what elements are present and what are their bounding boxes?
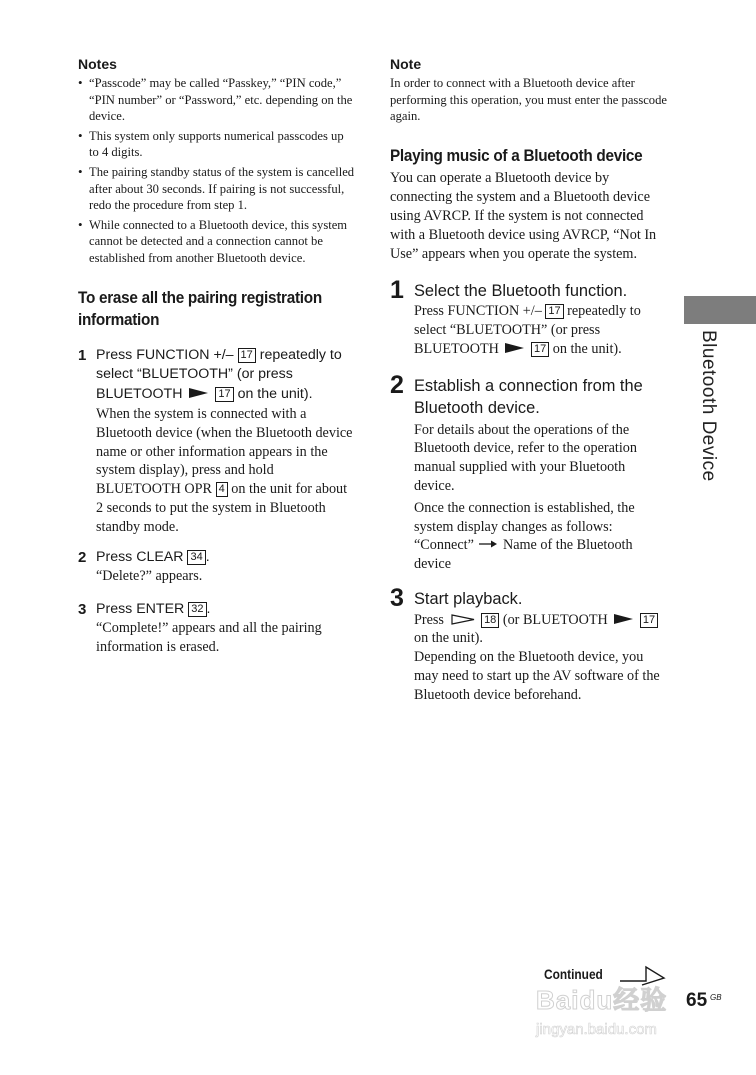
button-number-badge: 32 (188, 602, 206, 617)
button-number-badge: 4 (216, 482, 228, 497)
baidu-watermark (536, 980, 716, 1040)
step-instruction: Select the Bluetooth function. (414, 281, 628, 300)
desc-text: on the unit). (414, 630, 483, 647)
section-tab-marker (684, 296, 756, 324)
instr-text: on the unit). (237, 385, 313, 402)
instr-text: Press FUNCTION +/– (96, 346, 234, 363)
button-number-badge: 18 (481, 613, 499, 628)
step-number: 3 (78, 600, 87, 618)
note-text: In order to connect with a Bluetooth device after performing this operation, you must enter the passcode again. (390, 76, 667, 124)
note-item: • While connected to a Bluetooth device, this system cannot be detected and a connection cannot be established from another Bluetooth device. (78, 217, 356, 267)
step-description: For details about the operations of the Bluetooth device, refer to the operation manual supplied with your Bluetooth device. (414, 421, 637, 495)
play-step-2 (390, 370, 668, 574)
button-number-badge: 17 (531, 342, 549, 357)
step-number: 2 (78, 548, 87, 566)
watermark-brand: Baidu经验 (536, 985, 668, 1015)
erase-section-title (78, 287, 348, 331)
note-item: • The pairing standby status of the system is cancelled after about 30 seconds. If pairing is not successful, redo the procedure from step 1. (78, 164, 356, 214)
desc-text: Once the connection is established, the system display changes as follows: “Connect” (414, 499, 635, 554)
instr-text: repeatedly to select “BLUETOOTH” (or press BLUETOOTH (96, 346, 342, 402)
button-number-badge: 17 (215, 387, 233, 402)
step-number: 2 (390, 370, 404, 399)
button-number-badge: 17 (238, 348, 256, 363)
step-instruction: Press CLEAR 34 . (96, 548, 210, 565)
note-heading: Note (390, 56, 422, 72)
button-number-badge: 17 (640, 613, 658, 628)
play-step-3 (390, 584, 668, 704)
side-tab-text: Bluetooth Device (698, 330, 719, 482)
desc-text: Press (414, 611, 444, 628)
instr-text: Press CLEAR (96, 548, 184, 565)
page-number: 65 (686, 990, 708, 1011)
note-item: • This system only supports numerical passcodes up to 4 digits. (78, 128, 356, 161)
play-icon (505, 343, 524, 353)
watermark-url: jingyan.baidu.com (536, 1021, 657, 1038)
desc-text: repeatedly to select “BLUETOOTH” (or press BLUETOOTH (414, 303, 641, 357)
erase-step-1 (78, 346, 356, 537)
step-instruction: Start playback. (414, 590, 523, 609)
desc-text: on the unit for about 2 seconds to put the system in Bluetooth standby mode. (96, 481, 348, 535)
step-description: “Delete?” appears. (96, 568, 203, 585)
desc-text: on the unit). (552, 340, 622, 357)
continued-label: Continued (544, 966, 603, 982)
page-suffix: GB (710, 993, 722, 1002)
desc-text: (or BLUETOOTH (502, 611, 608, 628)
left-column (78, 56, 356, 657)
play-outline-icon (451, 614, 475, 625)
erase-step-2 (78, 548, 356, 586)
step-description: Depending on the Bluetooth device, you may need to start up the AV software of the Bluetooth device beforehand. (414, 649, 660, 703)
button-number-badge: 17 (545, 304, 563, 319)
playing-section-title: Playing music of a Bluetooth device (390, 145, 643, 165)
desc-text: Name of the Bluetooth device (414, 537, 633, 573)
desc-text: Press FUNCTION +/– (414, 303, 542, 320)
note-item: • “Passcode” may be called “Passkey,” “PIN code,” “PIN number” or “Password,” etc. depending on the device. (78, 75, 356, 125)
step-instruction (96, 346, 356, 405)
step-instruction: Establish a connection from the Bluetooth device. (414, 376, 643, 418)
side-tab-label (697, 330, 721, 490)
button-number-badge: 34 (187, 550, 205, 565)
erase-step-3 (78, 600, 356, 657)
step-description (96, 405, 356, 537)
erase-title-text: To erase all the pairing registration information (78, 287, 322, 329)
step-description (414, 302, 668, 358)
notes-list (78, 75, 356, 267)
arrow-right-icon (479, 540, 497, 548)
playing-intro: You can operate a Bluetooth device by connecting the system and a Bluetooth device using AVRCP. If the system is not connected with a Bluetooth device using AVRCP, “Not In Use” appears when you operate the system. (390, 169, 657, 262)
play-step-1 (390, 275, 668, 359)
step-description (414, 611, 668, 649)
step-description (414, 499, 668, 574)
desc-text: When the system is connected with a Bluetooth device (when the Bluetooth device name or other information appears in the system display), press and hold BLUETOOTH OPR (96, 406, 353, 498)
step-number: 1 (78, 346, 87, 364)
step-instruction: Press ENTER 32 . (96, 600, 211, 617)
play-icon (614, 614, 633, 624)
right-column (390, 56, 668, 705)
instr-text: Press ENTER (96, 600, 185, 617)
step-number: 1 (390, 275, 404, 304)
step-number: 3 (390, 584, 404, 613)
notes-block (78, 56, 356, 267)
step-description: “Complete!” appears and all the pairing information is erased. (96, 620, 322, 656)
notes-heading: Notes (78, 56, 117, 72)
play-icon (189, 388, 208, 398)
